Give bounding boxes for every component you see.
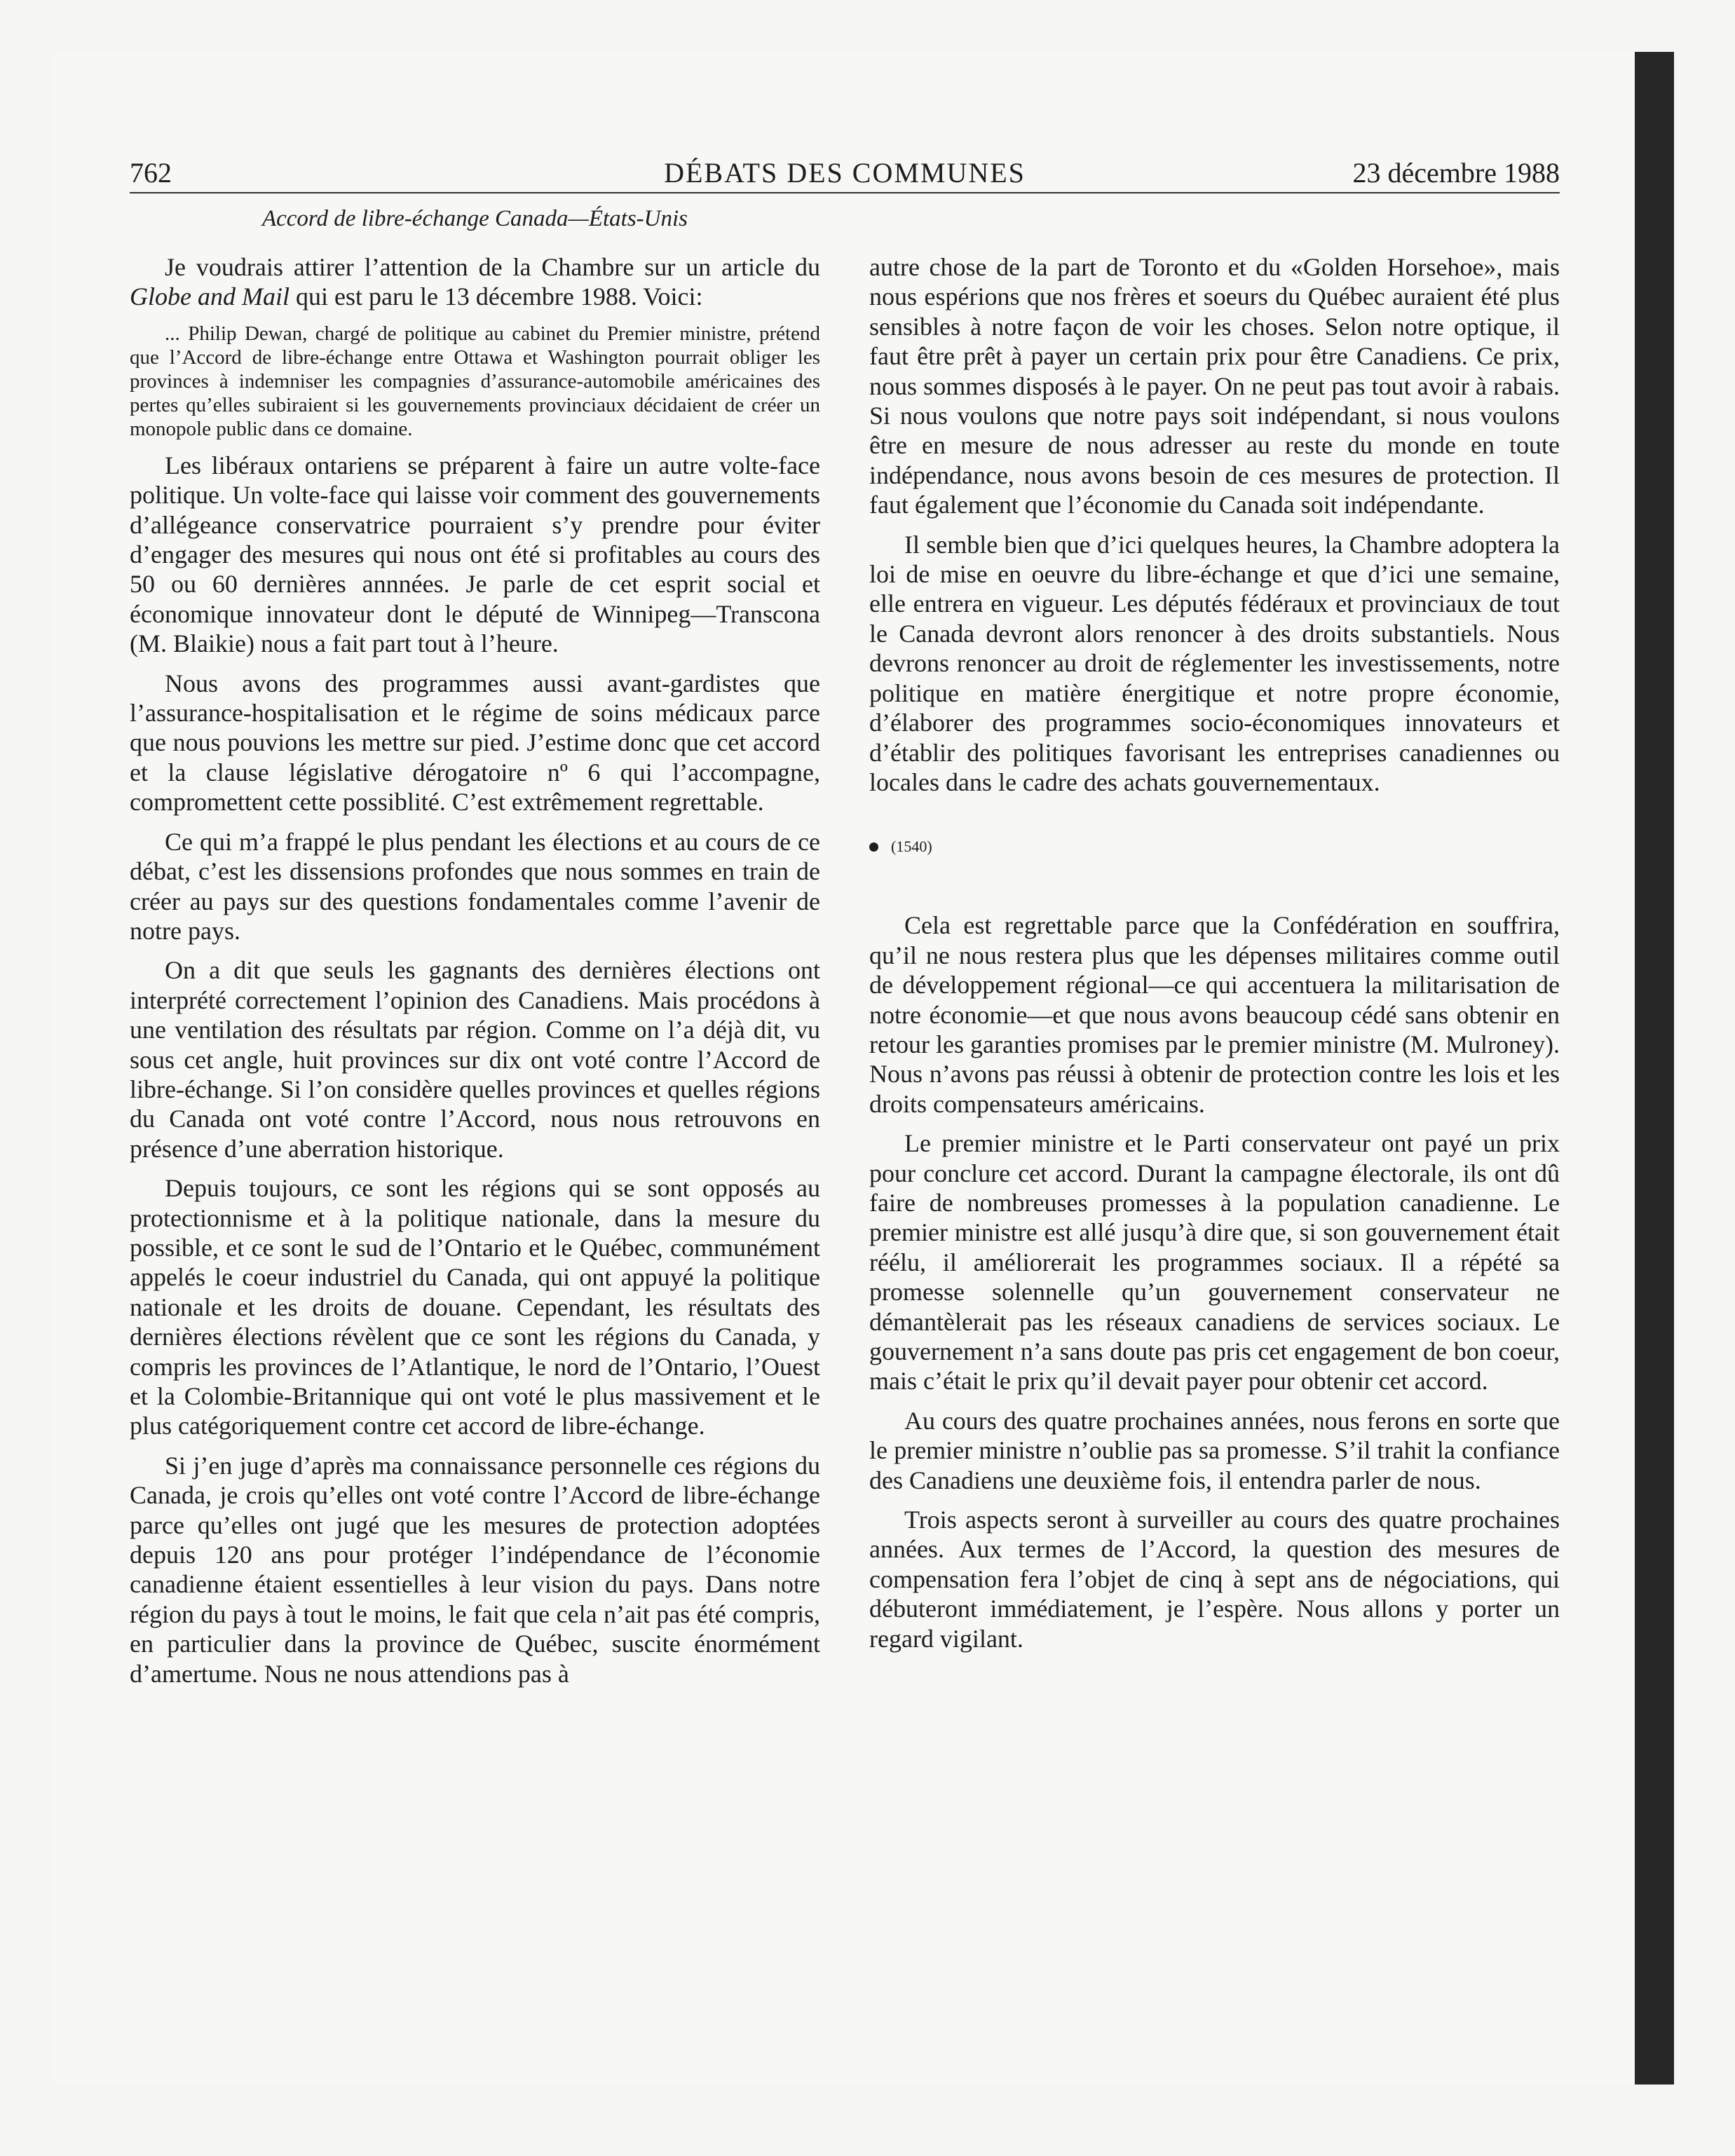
- publication-title: DÉBATS DES COMMUNES: [664, 157, 1026, 189]
- paragraph: Trois aspects seront à surveiller au cours des quatre prochaines années. Aux termes de l’Accord, la question des mesures de compensation fera l’objet de cinq à sept ans de négociations, qui débuteront immédiatement, je l’espère. Nous allons y porter un regard vigilant.: [869, 1506, 1560, 1653]
- paragraph-continued: autre chose de la part de Toronto et du «Golden Horsehoe», mais nous espérions que nos frères et soeurs du Québec auraient été plus sensibles à notre façon de voir les choses. Selon notre optique, il faut être prêt à payer un certain prix pour être Canadiens. Ce prix, nous sommes disposés à le payer. On ne peut pas tout avoir à rabais. Si nous voulons que notre pays soit indépendant, si nous voulons être en mesure de nous adresser au reste du monde en toute indépendance, nous avons besoin de ces mesures de protection. Il faut également que l’économie du Canada soit indépendante.: [869, 253, 1560, 519]
- paragraph: Ce qui m’a frappé le plus pendant les élections et au cours de ce débat, c’est les dissensions profondes que nous sommes en train de créer au pays sur des questions fondamentales comme l’avenir de notre pays.: [130, 827, 820, 945]
- block-quote: ... Philip Dewan, chargé de politique au cabinet du Premier ministre, prétend que l’Accord de libre-échange entre Ottawa et Washington pourrait obliger les provinces à indemniser les compagnies d’assurance-automobile américaines des pertes qu’elles subiraient si les gouvernements provinciaux décidaient de créer un monopole public dans ce domaine.: [130, 322, 820, 440]
- newspaper-name: Globe and Mail: [130, 282, 290, 311]
- time-marker-text: (1540): [891, 838, 932, 856]
- paragraph: On a dit que seuls les gagnants des dernières élections ont interprété correctement l’opinion des Canadiens. Mais procédons à une ventilation des résultats par région. Comme on l’a déjà dit, vu sous cet angle, huit provinces sur dix ont voté contre l’Accord de libre-échange. Si l’on considère quelles provinces et quelles régions du Canada ont voté contre l’Accord, nous nous retrouvons en présence d’une aberration historique.: [130, 956, 820, 1163]
- paragraph-text: Je voudrais attirer l’attention de la Chambre sur un article du: [165, 253, 820, 281]
- paragraph: Il semble bien que d’ici quelques heures, la Chambre adoptera la loi de mise en oeuvre du libre-échange et que d’ici une semaine, elle entrera en vigueur. Les députés fédéraux et provinciaux de tout le Canada devront alors renoncer à des droits substantiels. Nous devrons renoncer au droit de réglementer les investissements, notre politique en matière énergitique et notre propre économie, d’élaborer des programmes socio-économiques innovateurs et d’établir des politiques favorisant les entreprises canadiennes ou locales dans le cadre des achats gouvernementaux.: [869, 530, 1560, 796]
- paragraph: Au cours des quatre prochaines années, nous ferons en sorte que le premier ministre n’oublie pas sa promesse. S’il trahit la confiance des Canadiens une deuxième fois, il entendra parler de nous.: [869, 1406, 1560, 1494]
- bullet-icon: [869, 842, 878, 852]
- subject-heading: Accord de libre-échange Canada—États-Unis: [261, 206, 688, 231]
- paragraph: Si j’en juge d’après ma connaissance personnelle ces régions du Canada, je crois qu’elles ont voté contre l’Accord de libre-échange parce qu’elles ont jugé que les mesures de protection adoptées depuis 120 ans pour protéger l’indépendance de l’économie canadienne étaient essentielles à leur vision du pays. Dans notre région du pays à tout le moins, le fait que cela n’ait pas été compris, en particulier dans la province de Québec, suscite énormément d’amertume. Nous ne nous attendions pas à: [130, 1451, 820, 1688]
- paragraph: Cela est regrettable parce que la Confédération en souffrira, qu’il ne nous restera plus que les dépenses militaires comme outil de développement régional—ce qui accentuera la militarisation de notre économie—et que nous avons beaucoup cédé sans obtenir en retour les garanties promises par le premier ministre (M. Mulroney). Nous n’avons pas réussi à obtenir de protection contre les lois et les droits compensateurs américains.: [869, 911, 1560, 1118]
- binding-edge: [1635, 52, 1674, 2085]
- paragraph: Depuis toujours, ce sont les régions qui se sont opposés au protectionnisme et à la politique nationale, dans la mesure du possible, et ce sont le sud de l’Ontario et le Québec, communément appelés le coeur industriel du Canada, qui ont appuyé la politique nationale et les droits de douane. Cependant, les résultats des dernières élections révèlent que ce sont les régions du Canada, y compris les provinces de l’Atlantique, le nord de l’Ontario, l’Ouest et la Colombie-Britannique qui ont voté le plus massivement et le plus catégoriquement contre cet accord de libre-échange.: [130, 1174, 820, 1440]
- page-number: 762: [130, 157, 172, 189]
- header-date: 23 décembre 1988: [1352, 157, 1560, 189]
- paragraph: Nous avons des programmes aussi avant-gardistes que l’assurance-hospitalisation et le régime de soins médicaux parce que nous pouvions les mettre sur pied. J’estime donc que cet accord et la clause législative dérogatoire nº 6 qui l’accompagne, compromettent cette possiblité. C’est extrêmement regrettable.: [130, 669, 820, 817]
- paragraph: Le premier ministre et le Parti conservateur ont payé un prix pour conclure cet accord. Durant la campagne électorale, ils ont dû faire de nombreuses promesses à la population canadienne. Le premier ministre est allé jusqu’à dire que, si son gouvernement était réélu, il améliorerait les programmes sociaux. Il a répété sa promesse solennelle qu’un gouvernement conservateur ne démantèlerait pas les réseaux canadiens de services sociaux. Le gouvernement n’a sans doute pas pris cet engagement de bon coeur, mais c’était le prix qu’il devait payer pour obtenir cet accord.: [869, 1129, 1560, 1396]
- time-marker: [869, 836, 1560, 857]
- right-column: [869, 252, 1560, 1663]
- left-column: [130, 252, 820, 1698]
- paragraph-text: qui est paru le 13 décembre 1988. Voici:: [289, 282, 703, 311]
- running-header: [130, 156, 1560, 193]
- paragraph: Les libéraux ontariens se préparent à faire un autre volte-face politique. Un volte-face qui laisse voir comment des gouvernements d’allégeance conservatrice pourraient s’y prendre pour éviter d’engager des mesures qui nous ont été si profitables au cours des 50 ou 60 dernières annnées. Je parle de cet esprit social et économique innovateur dont le député de Winnipeg—Transcona (M. Blaikie) nous a fait part tout à l’heure.: [130, 451, 820, 658]
- paragraph: [130, 252, 820, 312]
